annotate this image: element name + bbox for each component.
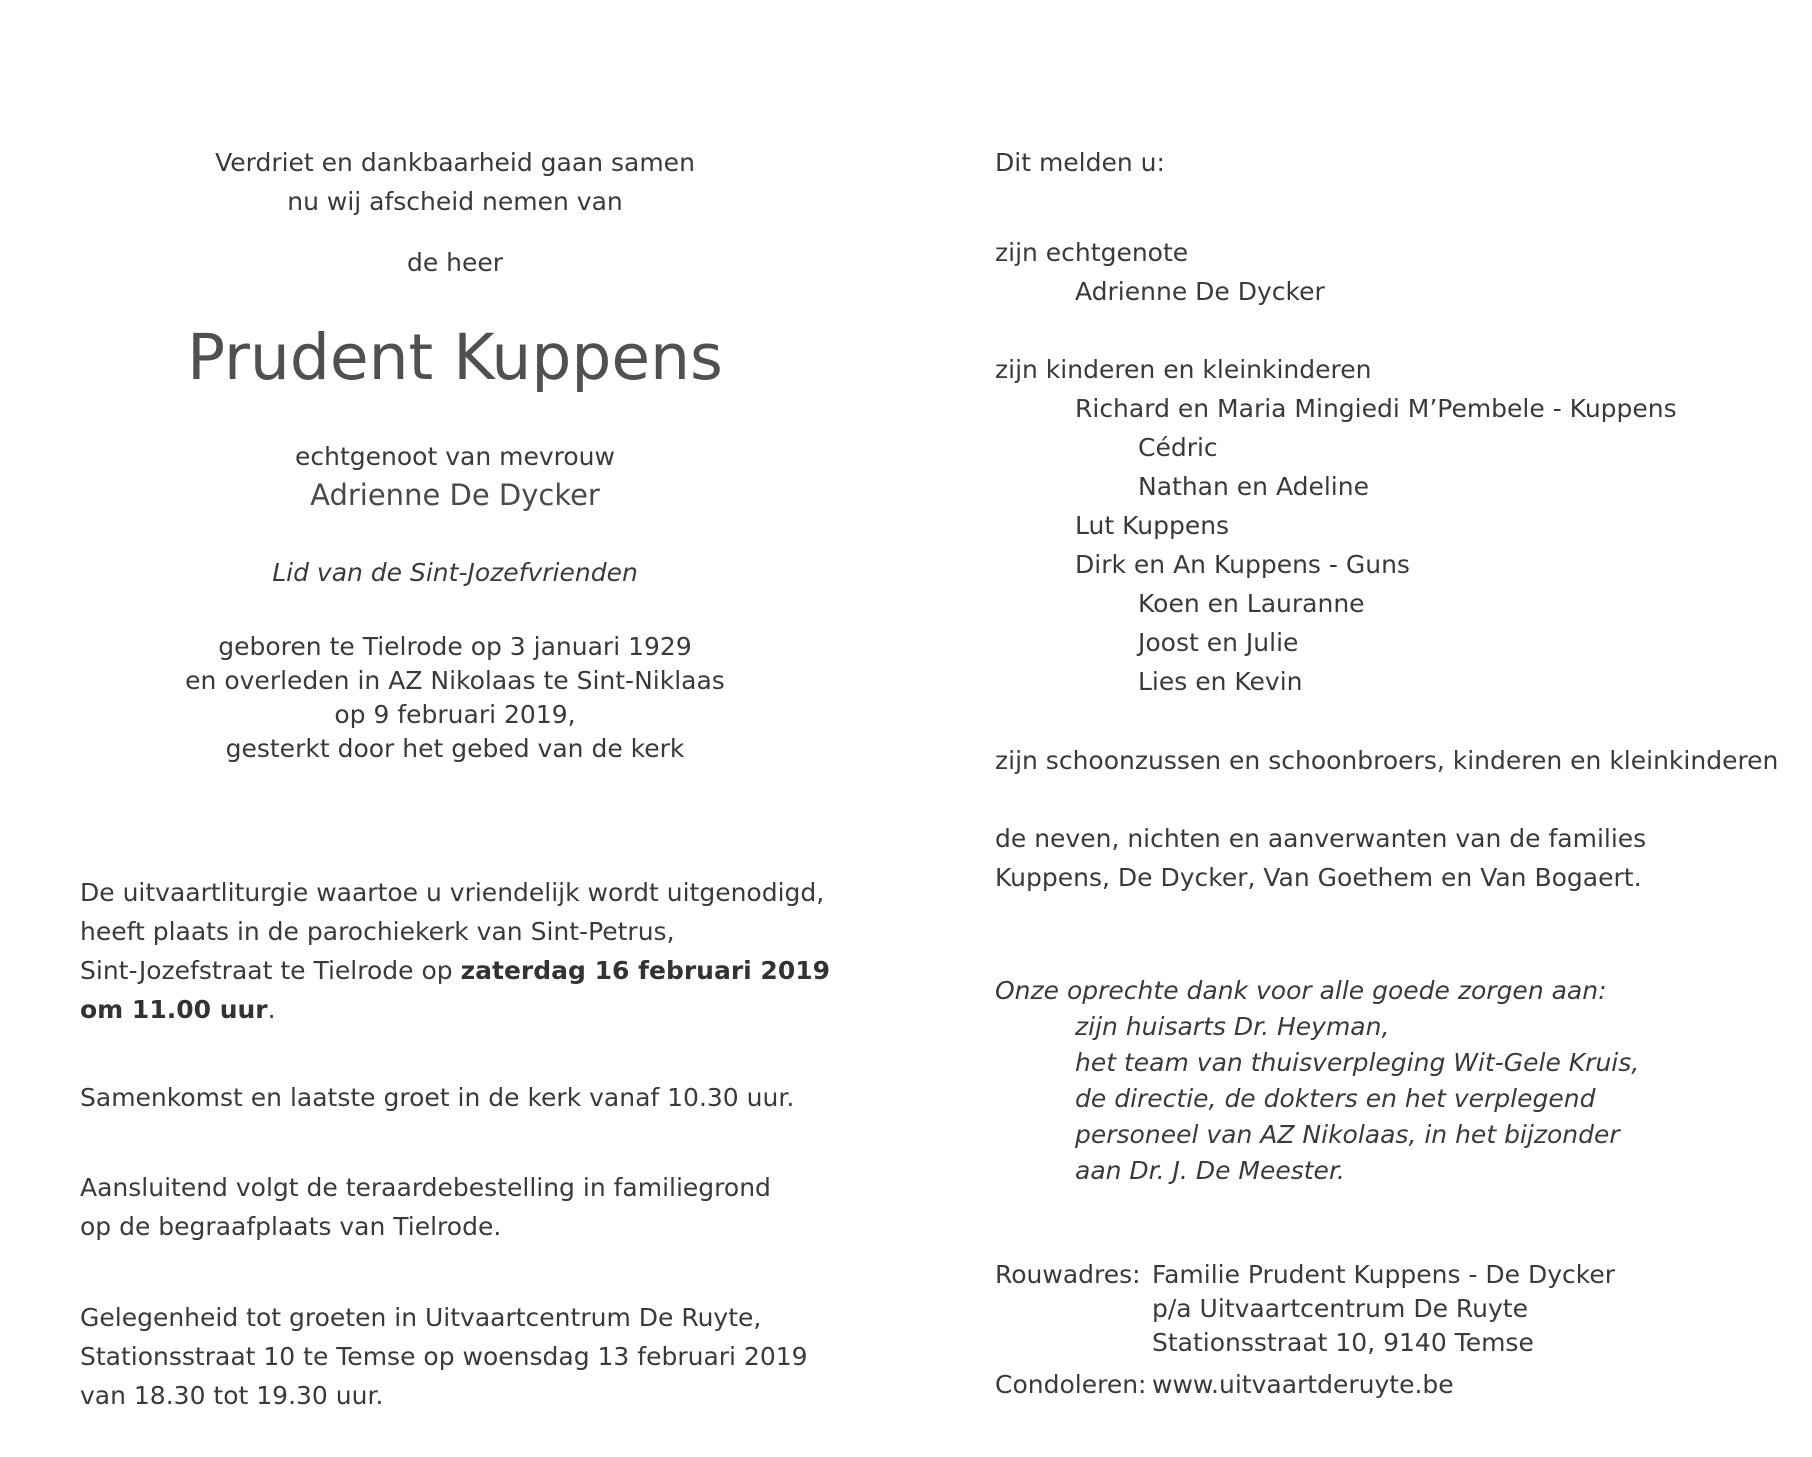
thanks-intro: Onze oprechte dank voor alle goede zorgen aan: xyxy=(995,976,1607,1005)
funeral-line-2: heeft plaats in de parochiekerk van Sint-Petrus, xyxy=(80,917,675,946)
children-label: zijn kinderen en kleinkinderen xyxy=(995,355,1372,384)
cousins-line-2: Kuppens, De Dycker, Van Goethem en Van Bogaert. xyxy=(995,863,1642,892)
birth-line-1: geboren te Tielrode op 3 januari 1929 xyxy=(218,632,692,661)
visit-line-1: Gelegenheid tot groeten in Uitvaartcentrum De Ruyte, xyxy=(80,1303,762,1332)
burial-line-2: op de begraafplaats van Tielrode. xyxy=(80,1212,502,1241)
funeral-location: Sint-Jozefstraat te Tielrode op xyxy=(80,956,461,985)
birth-line-3: op 9 februari 2019, xyxy=(334,700,576,729)
funeral-line-4 xyxy=(80,997,276,1022)
family-member: Cédric xyxy=(1138,433,1218,462)
visit-line-2: Stationsstraat 10 te Temse op woensdag 13 februari 2019 xyxy=(80,1342,808,1371)
family-member: Lut Kuppens xyxy=(1075,511,1230,540)
funeral-line-1: De uitvaartliturgie waartoe u vriendelijk wordt uitgenodigd, xyxy=(80,878,825,907)
family-member: Lies en Kevin xyxy=(1138,667,1303,696)
inlaws-line: zijn schoonzussen en schoonbroers, kinderen en kleinkinderen xyxy=(995,746,1779,775)
funeral-period: . xyxy=(267,995,276,1024)
birth-line-4: gesterkt door het gebed van de kerk xyxy=(225,734,685,763)
funeral-date: zaterdag 16 februari 2019 xyxy=(460,956,831,985)
burial-line-1: Aansluitend volgt de teraardebestelling in familiegrond xyxy=(80,1173,771,1202)
address-line-2: p/a Uitvaartcentrum De Ruyte xyxy=(1152,1294,1528,1323)
thanks-line: het team van thuisverpleging Wit-Gele Kruis, xyxy=(1075,1048,1640,1077)
family-member: Joost en Julie xyxy=(1138,628,1299,657)
thanks-line: de directie, de dokters en het verplegend xyxy=(1075,1084,1596,1113)
cousins-line-1: de neven, nichten en aanverwanten van de families xyxy=(995,824,1647,853)
salutation: de heer xyxy=(406,248,504,277)
intro-line-2: nu wij afscheid nemen van xyxy=(287,187,623,216)
gathering-text: Samenkomst en laatste groet in de kerk vanaf 10.30 uur. xyxy=(80,1083,795,1112)
announce-heading: Dit melden u: xyxy=(995,148,1165,177)
address-label: Rouwadres: xyxy=(995,1260,1141,1289)
family-member: Koen en Lauranne xyxy=(1138,589,1365,618)
address-line-3: Stationsstraat 10, 9140 Temse xyxy=(1152,1328,1534,1357)
condolence-label: Condoleren: xyxy=(995,1370,1147,1399)
birth-line-2: en overleden in AZ Nikolaas te Sint-Niklaas xyxy=(185,666,725,695)
spouse-label: zijn echtgenote xyxy=(995,238,1189,267)
family-member: Richard en Maria Mingiedi M’Pembele - Kuppens xyxy=(1075,394,1677,423)
thanks-line: zijn huisarts Dr. Heyman, xyxy=(1075,1012,1390,1041)
spouse-intro: echtgenoot van mevrouw xyxy=(295,442,615,471)
thanks-line: personeel van AZ Nikolaas, in het bijzonder xyxy=(1075,1120,1620,1149)
spouse-name: Adrienne De Dycker xyxy=(310,478,600,512)
spouse-name-right: Adrienne De Dycker xyxy=(1075,277,1325,306)
funeral-time: om 11.00 uur xyxy=(80,995,268,1024)
intro-line-1: Verdriet en dankbaarheid gaan samen xyxy=(215,148,695,177)
visit-line-3: van 18.30 tot 19.30 uur. xyxy=(80,1381,384,1410)
family-member: Dirk en An Kuppens - Guns xyxy=(1075,550,1410,579)
membership: Lid van de Sint-Jozefvrienden xyxy=(272,558,638,587)
thanks-line: aan Dr. J. De Meester. xyxy=(1075,1156,1345,1185)
deceased-name: Prudent Kuppens xyxy=(187,321,723,394)
address-line-1: Familie Prudent Kuppens - De Dycker xyxy=(1152,1260,1616,1289)
family-member: Nathan en Adeline xyxy=(1138,472,1369,501)
condolence-link[interactable]: www.uitvaartderuyte.be xyxy=(1152,1370,1454,1399)
funeral-line-3 xyxy=(80,958,830,983)
